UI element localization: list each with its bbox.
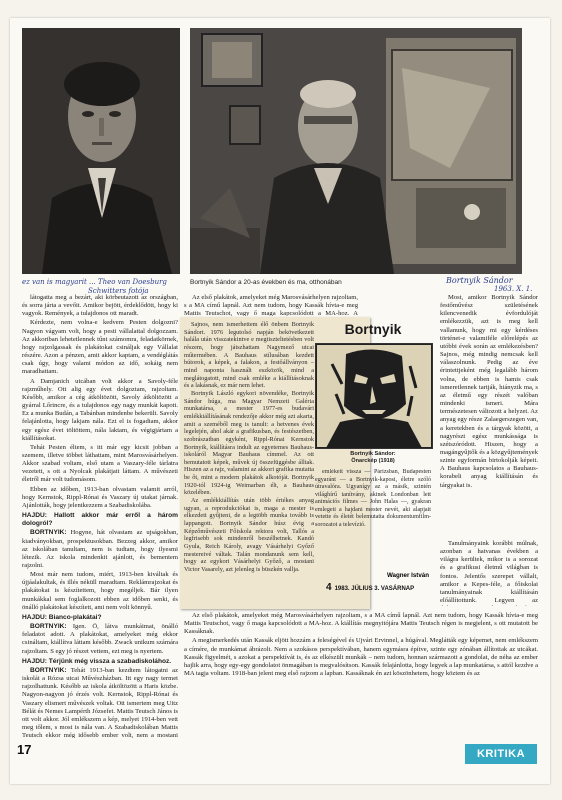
interview-answer <box>22 667 178 738</box>
self-portrait-woodcut <box>315 343 433 449</box>
paragraph: Az első plakátok, amelyeket még Marosvásárhelyen rajzoltam, s a MA című lapnál. Azt nem tudom, hogy Kassák hívta-e meg Mattis Teutschot, vagy ő maga kapcsolódott a MA-hoz. A <box>184 294 358 316</box>
answer-text: Igen. Ö, látva munkáimat, önálló feladatot adott. A plakátokat, amelyeket még ekkor csináltam, kiállítva láttam később. Zwack unikum számára rajzoltam. S egy jó részet vettem, ezt meg is nyertem. <box>22 623 178 655</box>
clipping-paragraph: Az emlékkiállítás után több értékes anyag ugyan, a reprodukciókat is, maga a mester is elkezdett gyűjteni, de a legtöbb munka tovább is lappangott. Bortnyik Sándor húsz évig a Képzőművészeti Főiskola rektora volt, Tallós a legfrisebb sok mindenről beszélhetnek. Kandó Gyula, Reich Károly, avagy Vásárhelyi Győző mestereivé váltak. Talán mondanunk sem kell, hogy az egykori Vásárhelyi Győző, a mostani Victor Vasarely, azt jelenleg is büszkén vallja. <box>184 497 314 573</box>
article-left-column <box>22 294 178 738</box>
interview-question: HAJDU: Térjünk még vissza a szabadiskolához. <box>22 657 172 665</box>
paragraph: A Damjanich utcában volt akkor a Savoly-féle rajzműhely. Ott alig egy évet dolgoztam, rajzoltam. Később, amikor a cég átköltözött, Savoly átköltözött a gyárral Lőrincre, és a tulajdonos egy nagy munkát kapott. Ez a munka Budán, a Tabánban mindenbe bekerült. Savoly felajánlotta, hogy lakjam nála. Ezt el is fogadtam, akkor egy egész évet töltöttem, nála laktam, és végigjártam a kiállításokat. <box>22 377 178 442</box>
interview-answer <box>22 529 178 570</box>
speaker-label: BORTNYIK: <box>30 666 67 674</box>
interview-question: HAJDU: Hallott akkor már erről a három dologról? <box>22 512 178 528</box>
studio-photo-old <box>190 28 522 274</box>
paragraph: Tanulmányaink korábbi múlnak, azonban a hatvanas években a világra kerültek, mikor is a sorozat és a grafikusi életmű világban is fontos. Jelentős szerepet vállalt, amikor a Kepes-féle, a főiskolai tanulmányainak kiállításán előállítottunk. Legyen az <box>440 540 538 605</box>
paragraph: Ebben az időben, 1913-ban olvastam valamit arról, hogy Kernstok, Rippl-Rónai és Vaszary új utakat járnak. Ajánlották, hogy jelentkezzem a Szabadiskolába. <box>22 485 178 509</box>
kritika-logo: KRITIKA <box>465 744 537 764</box>
author-signature: Wagner István <box>386 572 429 579</box>
clipping-paragraph: Sajnos, nem ismerhettem élő önbem Bortnyik Sándort. 1976 legutolsó napján bekövetkezett halála után visszatekintve e megtiszteltetésben volt részem, hogy játszhattam Nagymező utcai műtermében. A Bauhaus stílusában kezdett bútorok, a képek, a falakon, a festőállványon – mind naponta használt eszközök, mind a meglátogatott, mind csak emléke a kiállításoknak és a lakásnak, ez már nem lehet. <box>184 321 314 390</box>
article-right-column <box>440 294 538 538</box>
article-right-column-lower <box>440 540 538 606</box>
handwritten-note-left-2: Schwitters fotója <box>88 287 149 295</box>
speaker-label: BORTNYIK: <box>30 529 67 537</box>
answer-text: Tehát 1913-ban kezdtem látogatni az iskolát a Rózsa utcai Művészházban. Itt egy nagy termet rajzolhattunk. Később az iskola átköltözött a Haris közbe. Nagyon-nagyon jó érzés volt. Kernstok, Rippl-Rónai és Vaszary elismert művészek voltak. Ott ismertem meg Uitz Bélát és Nemes Lampérth Józsefet. Mattis Teutsch János is ott volt akkor. Jól emlékszem a kép, melyet 1914-ben vett meg tőlem, s most is nála van. A Szabadiskolában Mattis Teutsch ekkor még idősebb ember volt, nem a mostani <box>22 666 178 738</box>
issue-date: 1983. JÚLIUS 3. VASÁRNAP <box>334 586 415 592</box>
article-bottom-text <box>184 612 538 738</box>
speaker-label: BORTNYIK: <box>30 623 67 631</box>
paragraph: Tehát Pesten éltem, s itt már egy kicsit jobban a szemem, illetve többet láthattam, mint Marosvásárhelyen. Akkor szabad voltam, első utam a Vaszary-féle tárlatra vezetett, s ott a Nyolcak plakátjait láttam. A művészeti életről már volt tudomásom. <box>22 443 178 484</box>
handwritten-note-left: ez van is magyarit ... Theo van Doesburg <box>22 278 167 286</box>
clipping-text <box>184 321 314 587</box>
feature-paragraph: emlékeit vissza — Párizsban, Budapesten egyaránt — a Bortnyik-kaposi, életre szóló útravalóra. Ugyanígy az a másik, szintén világhírű tanítvány, akinek Londonban lett animációs filmes — John Halas —, gyakran emlegeti a hajdani mester nevét, aki alapjait vetette és életét belemutatta dokumentumfilm-sorozatot a televízió. <box>315 469 431 528</box>
article-middle-top <box>184 294 358 316</box>
paragraph: Most már nem tudom, miért, 1913-ben kiváltak és újjáalakultak, és illés néküll maradtam. Reklámrajzokat és plakátokat is készítettem, hogy megéljek. Bár ilyen munkákkal sem foglalkozott ebben az időben senki, és önálló plakátokat készített, ami nem volt könnyű. <box>22 571 178 611</box>
interview-answer <box>22 623 178 656</box>
clipping-paragraph: Bortnyik László egykori növendéke, Bortnyik Sándor húga, ma Magyar Nemzeti Galéria munkatársa, a mester 1977-es budavári emlékkiállításának rendezője akkor még azt akarta, amit a szeméből meg is tanult: a hetvenes évek legelején, ahol akár a grafikusban, és festészetben, szobrászatban egyként, Rippl-Rónai Kernstok Bortnyik, kiállításra indult az egyetemes Bauhaus-iskoláról Magyar Bauhaus címmel. Az ott bemutatott képek, művek új összefüggésbe álltak. Hiszen az a rajz, valamint az akkori grafika mutatta be őt, mint a modern plakátok alkotóját. Bortnyik 1920-tól 1924-ig Weimarban élt, a Bauhaus közelében. <box>184 389 314 497</box>
paragraph: Most, amikor Bortnyik Sándor festőművész születésének kilencvenedik évfordulóját emlékezzük, azt is meg kell vallanunk, hogy mi egy kérdéses történet-e valamiféle előrelépés az utóbbi évek során az emlékezésben? Sajnos, még mindig nemcsak kell válaszolnunk. Pedig az éve érintettjeként még legalább három volna, de ebben is hamis csak ismeretlennek tartják, hiányzik ma, s az életmű egy részét valóban mindenki ismeri. Mára természetesen változott a helyzet. Az anyag egy része Zalaegerszegen van, a keretekben és a tárgyak között, a nagyrészt egész munkássága is szétszóródott. Hiszen, hogy a magángyűjtők és a közgyűjtemények szinte egyformán birtokolják képeit. A Bauhaus kapcsolatos a Bauhaus-korabeli anyag kiállításán és tárgyakat is. <box>440 294 538 489</box>
photo-caption: Bortnyik Sándor a 20-as években és ma, otthonában <box>190 279 342 286</box>
caption-line: Önarckép (1918) <box>351 458 395 464</box>
woodcut-caption <box>315 451 431 465</box>
paragraph: Az első plakátok, amelyeket még Marosvásárhelyen rajzoltam, s a MA című lapnál. Azt nem tudom, hogy Kassák hívta-e meg Mattis Teutschot, vagy ő maga kapcsolódott a MA-hoz. A kiállítás megnyitójára Mattis Teutsch régen is megjelent, s ott mutatott be Kassáknak. <box>184 612 538 636</box>
issue-number: 4 <box>326 582 332 593</box>
paragraph: Kérdezte, nem volna-e kedvem Pesten dolgozni? Nagyon vágyam volt, hogy a pesti vállalattal dolgozzam. Az akkoriban lehetetlennek tűnt számomra, feladatkörnek, hogy rajzolgassak és plakátokat csináljak egy Vállalat részére. Azon a pénzen, amit akkor kaptam, a vendéglátás csak úgy, hogy valami módon az idő, sokáig nem maradhattam. <box>22 319 178 376</box>
portrait-photo-young <box>22 28 180 274</box>
paragraph: A megismerkedés után Kassák eljött hozzám a feleségével és Ujvári Ervinnel, a húgával. Meglátták egy képemet, nem emlékszem a címére, de munkámat ábrázolt. Nem a szokásos perspektívában, hanem egymásra építve, szinte egy zónában állítottak az utcákat. Kassák figyelmét, s azokat a perspektívát is, és az elkészült munkák – nem tudom, honnan származott a gondolat, de néha az ember hajlik arra, hogy egy-egy gondolatot önmagában is megvalósítson. Kassák felajánlotta, hogy legyek a lap munkatársa, s attól kezdve a MA tagja voltam. 1918-ban jelent meg első rajzom a lapban. Kassáknak én azt köszönhetem, hogy köztem és az <box>184 637 538 678</box>
page-number: 17 <box>17 742 32 757</box>
interview-question: HAJDU: Bianco-plakátai? <box>22 613 102 621</box>
feature-title: Bortnyik <box>344 321 402 337</box>
handwritten-date: 1963. X. 1. <box>494 285 533 293</box>
handwritten-signature: Bortnyik Sándor <box>446 276 513 285</box>
newspaper-dateline <box>326 582 414 593</box>
caption-line: Bortnyik Sándor: <box>350 451 396 457</box>
feature-body <box>315 469 431 577</box>
bortnyik-feature-box <box>311 319 435 591</box>
answer-text: Hogyne, hát olvastam az ujságokban, kiadványokban, prospektusokban. Bezzeg akkor, amikor az iskolában tanultam, nem is tudtam, hogy ilyesmi létezik. Az iskola mindenkit ajánlott, és bementem rajzolni. <box>22 529 178 569</box>
paragraph: látogatta meg a bezárt, aki körbeutazott az országban, és sorra járta a vevőit. Amikor bejött, érdeklődött, hogy ki vagyok. Remények, a tulajdonos ott maradt. <box>22 294 178 318</box>
